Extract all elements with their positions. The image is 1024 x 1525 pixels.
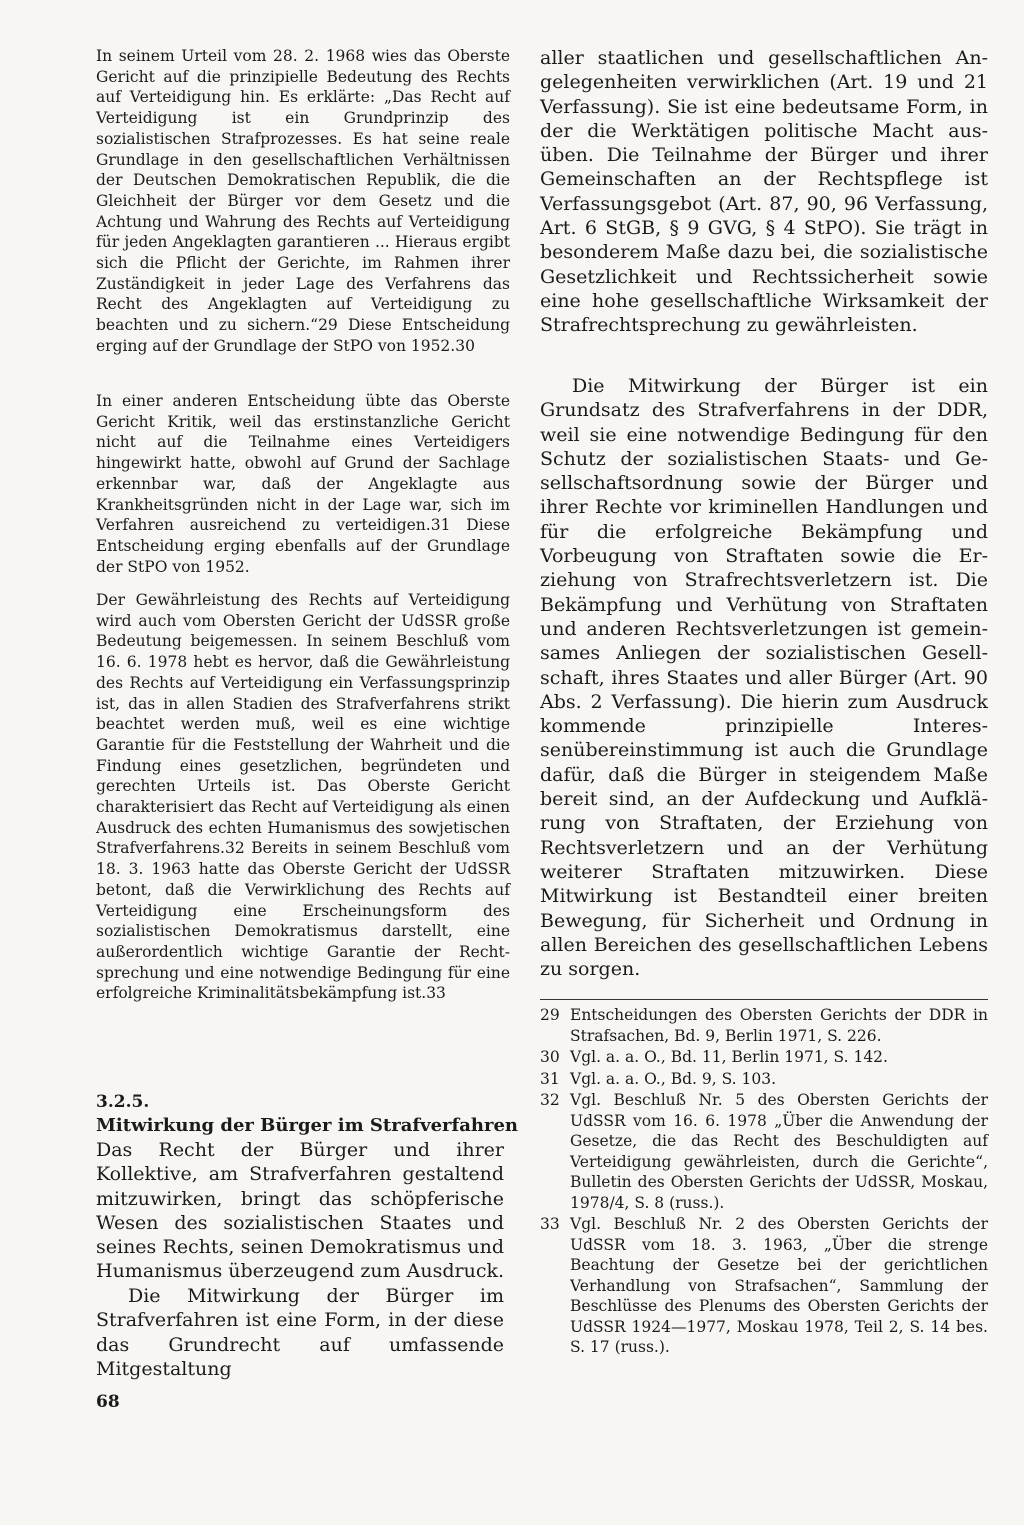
body-paragraph: In seinem Urteil vom 28. 2. 1968 wies das Oberste Gericht auf die prinzipielle Bedeutung des Rechts auf Verteidigung hin. Es erklärte: „Das Recht auf Verteidigung ist ein Grundprinzip des sozialistischen Strafprozesses. Es hat seine reale Grundlage in den gesellschaftlichen Verhältnissen der Deutschen Demokratischen Republik, die die Gleichheit der Bürger vor dem Gesetz und die Achtung und Wahrung des Rechts auf Verteidigung für jeden Angeklagten garantieren ... Hieraus ergibt sich die Pflicht der Gerichte, im Rahmen ihrer Zuständigkeit in jeder Lage des Verfahrens das Recht des Angeklagten auf Verteidigung zu beachten und zu sichern.“29 Diese Entscheidung erging auf der Grundlage der StPO von 1952.30 — [96, 47, 510, 355]
footnote — [540, 1069, 988, 1090]
footnote — [540, 1047, 988, 1068]
page-number: 68 — [96, 1392, 120, 1412]
footnote-text: Vgl. Beschluß Nr. 5 des Obersten Gerichts der UdSSR vom 16. 6. 1978 „Über die Anwendung der Gesetze, die das Recht des Beschuldigten auf Verteidigung gewährleisten, durch die Gerichte“, Bulletin des Obersten Gerichts der UdSSR, Moskau, 1978/4, S. 8 (russ.). — [570, 1091, 988, 1212]
body-paragraph: aller staatlichen und gesellschaftlichen Angelegenheiten verwirklichen (Art. 19 und 21 Verfassung). Sie ist eine bedeutsame Form, in der die Werktätigen politische Macht ausüben. Die Teilnahme der Bürger und ihrer Gemeinschaften an der Rechtspflege ist Verfassungsgebot (Art. 87, 90, 96 Verfassung, Art. 6 StGB, § 9 GVG, § 4 StPO). Sie trägt in besonderem Maße dazu bei, die sozialistische Gesetzlichkeit und Rechtssicherheit sowie eine hohe gesellschaftliche Wirksamkeit der Strafrechtsprechung zu gewährleisten. — [540, 47, 988, 337]
body-paragraph: In einer anderen Entscheidung übte das Oberste Gericht Kritik, weil das erstinstanzliche Gericht nicht auf die Teilnahme eines Verteidigers hingewirkt hatte, obwohl auf Grund der Sachlage erkennbar war, daß der Angeklagte aus Krankheitsgründen nicht in der Lage war, sich im Verfahren ausreichend zu verteidigen.31 Diese Entscheidung erging ebenfalls auf der Grundlage der StPO von 1952. — [96, 392, 510, 576]
footnote-number: 29 — [540, 1006, 560, 1024]
footnote-number: 32 — [540, 1091, 560, 1109]
footnote-text: Vgl. a. a. O., Bd. 9, S. 103. — [570, 1069, 777, 1088]
footnote — [540, 1090, 988, 1213]
footnote-number: 31 — [540, 1069, 560, 1088]
footnote — [540, 1005, 988, 1046]
footnotes-list — [540, 1005, 988, 1359]
footnote-divider — [540, 999, 988, 1000]
body-paragraph: Das Recht der Bürger und ihrer Kollektive, am Strafverfahren gestaltend mitzuwirken, bringt das schöpferische Wesen des sozialistischen Staates und seines Rechts, seinen Demokratismus und Humanismus überzeugend zum Ausdruck. — [96, 1139, 505, 1283]
section-number: 3.2.5. — [96, 1092, 150, 1112]
body-paragraph: Die Mitwirkung der Bürger im Strafverfahren ist eine Form, in der diese das Grundrecht auf umfassende Mitgestaltung — [96, 1285, 504, 1380]
body-paragraph: Die Mitwirkung der Bürger ist ein Grundsatz des Strafverfahrens in der DDR, weil sie eine notwendige Bedingung für den Schutz der sozialistischen Staats- und Gesellschaftsordnung sowie der Bürger und ihrer Rechte vor kriminellen Handlungen und für die erfolgreiche Bekämpfung und Vorbeugung von Straftaten sowie die Erziehung von Strafrechtsverletzern ist. Die Bekämpfung und Verhütung von Straftaten und anderen Rechtsverletzungen ist gemeinsames Anliegen der sozialistischen Gesellschaft, ihres Staates und aller Bürger (Art. 90 Abs. 2 Verfassung). Die hierin zum Ausdruck kommende prinzipielle Interessenübereinstimmung ist auch die Grundlage dafür, daß die Bürger in steigendem Maße bereit sind, an der Aufdeckung und Aufklärung von Straftaten, der Erziehung von Rechtsverletzern und an der Verhütung weiterer Straftaten mitzuwirken. Diese Mitwirkung ist Bestandteil einer breiten Bewegung, für Sicherheit und Ordnung in allen Bereichen des gesellschaftlichen Lebens zu sorgen. — [540, 375, 988, 981]
footnote-number: 33 — [540, 1215, 560, 1233]
footnote-text: Vgl. Beschluß Nr. 2 des Obersten Gerichts der UdSSR vom 18. 3. 1963, „Über die strenge Beachtung der Gesetze bei der gerichtlichen Verhandlung von Strafsachen“, Sammlung der Beschlüsse des Plenums des Obersten Gerichts der UdSSR 1924—1977, Moskau 1978, Teil 2, S. 14 bes. S. 17 (russ.). — [570, 1215, 988, 1356]
footnote — [540, 1214, 988, 1358]
footnote-number: 30 — [540, 1048, 560, 1066]
footnote-text: Entscheidungen des Obersten Gerichts der DDR in Strafsachen, Bd. 9, Berlin 1971, S. 226. — [570, 1006, 988, 1045]
body-paragraph: Der Gewährleistung des Rechts auf Verteidigung wird auch vom Obersten Gericht der UdSSR große Bedeutung beigemessen. In seinem Beschluß vom 16. 6. 1978 hebt es hervor, daß die Gewährleistung des Rechts auf Verteidigung ein Verfassungsprinzip ist, das in allen Stadien des Strafverfahrens strikt beachtet werden muß, weil es eine wichtige Garantie für die Feststellung der Wahrheit und die Findung eines gesetzlichen, begründeten und gerechten Urteils ist. Das Oberste Gericht charakterisiert das Recht auf Verteidigung als einen Ausdruck des echten Humanismus des sowjetischen Strafverfahrens.32 Bereits in seinem Beschluß vom 18. 3. 1963 hatte das Oberste Gericht der UdSSR betont, daß die Verwirklichung des Rechts auf Verteidigung eine Erscheinungsform des sozialistischen Demokratismus darstellt, eine außerordentlich wichtige Garantie der Rechtsprechung und eine notwendige Bedingung für eine erfolgreiche Kriminalitätsbekämpfung ist.33 — [96, 591, 510, 1003]
section-title: Mitwirkung der Bürger im Strafverfahren — [96, 1115, 519, 1136]
footnote-text: Vgl. a. a. O., Bd. 11, Berlin 1971, S. 142. — [570, 1048, 888, 1066]
